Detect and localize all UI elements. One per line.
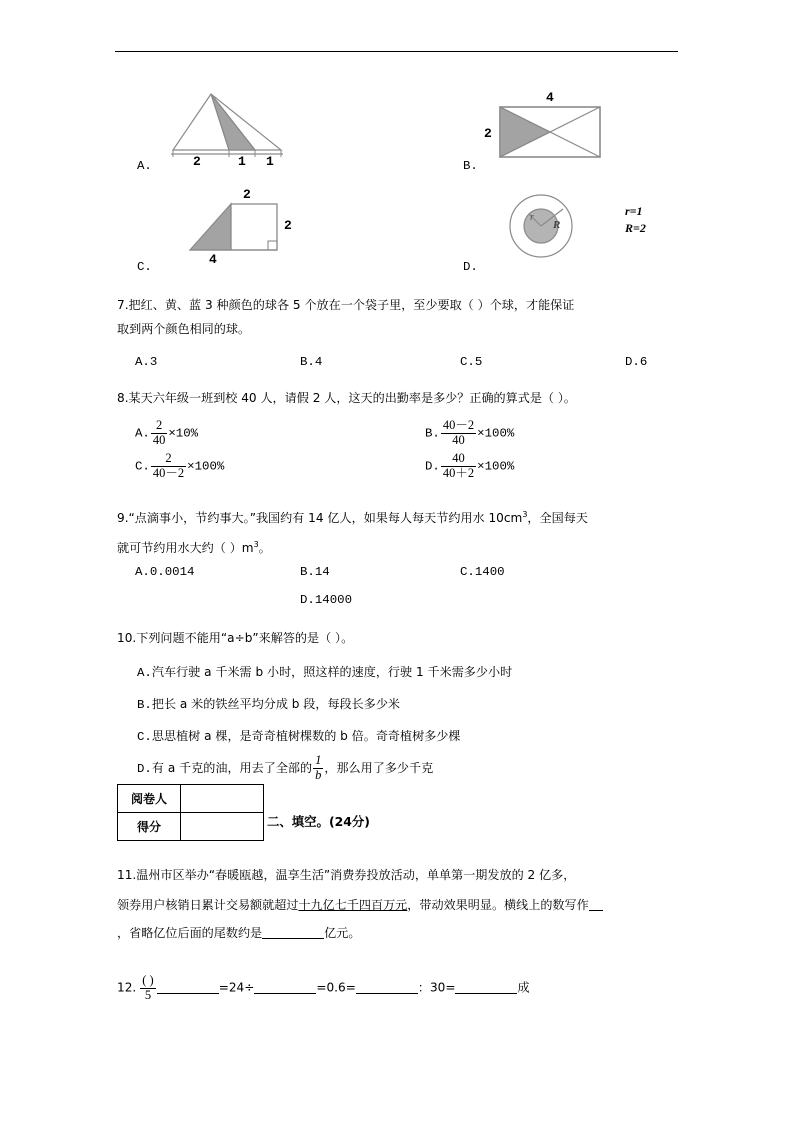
- fraction-numerator: ( ): [142, 973, 154, 987]
- option-tail: ×10%: [168, 426, 199, 441]
- svg-text:r: r: [530, 212, 534, 223]
- option-text: 3: [149, 355, 158, 369]
- fraction: [313, 754, 323, 782]
- figure-d-note-R: R=2: [625, 221, 646, 235]
- concentric-circles-svg: [505, 192, 635, 260]
- option-text: 1400: [474, 565, 505, 579]
- question-9-sup-1: 3: [522, 510, 528, 519]
- question-10-line-1: [117, 623, 353, 653]
- figure-a-base-label-2: 1: [238, 154, 246, 169]
- section-heading-fill-in-blanks: 二、填空。(24分): [267, 814, 370, 829]
- option-text-pre: 有 a 千克的油，用去了全部的: [151, 761, 313, 775]
- table-row: [118, 785, 264, 813]
- fraction-numerator: 2: [165, 451, 172, 465]
- score-table-score-value[interactable]: [181, 813, 264, 841]
- figure-option-b: [497, 104, 607, 162]
- question-11-line-2: [117, 890, 603, 920]
- question-10-option-c[interactable]: [137, 721, 461, 752]
- question-8-option-d[interactable]: [425, 452, 514, 480]
- figure-a-base-label-1: 2: [193, 154, 201, 169]
- question-11-line-1: [117, 860, 575, 890]
- figure-a-base-label-3: 1: [266, 154, 274, 169]
- answer-blank[interactable]: [262, 925, 324, 939]
- question-8-text-1: 某天六年级一班到校 40 人，请假 2 人，这天的出勤率是多少？正确的算式是（ ）。: [128, 391, 576, 405]
- option-text: 5: [474, 355, 483, 369]
- score-table-marker-value[interactable]: [181, 785, 264, 813]
- fraction-denominator: 5: [140, 988, 155, 1003]
- question-11-text-2a: 领券用户核销日累计交易额就超过: [117, 898, 299, 912]
- rectangle-bowtie-svg: [497, 104, 607, 162]
- question-7-option-a[interactable]: [135, 355, 157, 369]
- option-label: D.: [137, 762, 152, 776]
- question-12-seg-3: ：30=: [417, 980, 456, 995]
- question-12-seg-4: 成: [517, 980, 530, 995]
- option-label: A.: [135, 565, 150, 579]
- fraction-numerator: 1: [315, 753, 322, 768]
- question-10-option-a[interactable]: [137, 657, 512, 688]
- question-7-line-2: [117, 314, 250, 344]
- figure-d-note-r: r=1: [625, 204, 643, 218]
- question-11-text-2b: ，带动效果明显。横线上的数写作: [407, 898, 589, 912]
- question-9-number: 9.: [117, 511, 129, 526]
- question-7-text-2: 取到两个颜色相同的球。: [117, 322, 251, 336]
- option-label: C.: [460, 565, 475, 579]
- fraction: [441, 419, 476, 447]
- option-text: 6: [639, 355, 648, 369]
- option-text: 把长 a 米的铁丝平均分成 b 段，每段长多少米: [151, 697, 401, 711]
- question-10-text-1: 下列问题不能用“a÷b”来解答的是（ ）。: [136, 631, 354, 645]
- question-7-option-b[interactable]: [300, 355, 322, 369]
- option-text: 14000: [314, 593, 353, 607]
- option-label: C.: [137, 730, 152, 744]
- question-11-text-3b: 亿元。: [324, 926, 361, 940]
- fraction: [151, 419, 168, 447]
- question-9-text-1-tail: ，全国每天: [527, 511, 588, 526]
- question-8-option-c[interactable]: [135, 452, 224, 480]
- question-7-option-d[interactable]: [625, 355, 647, 369]
- question-11-line-3: [117, 918, 360, 948]
- fraction-denominator: 40－2: [152, 465, 185, 480]
- header-rule: [115, 51, 678, 52]
- fraction-denominator: b: [315, 767, 322, 782]
- question-9-text-1: “点滴事小，节约事大。”我国约有 14 亿人，如果每人每天节约用水 10cm: [128, 511, 523, 526]
- fraction-numerator: 40: [452, 451, 465, 465]
- fraction: [441, 452, 476, 480]
- question-10-number: 10.: [117, 631, 137, 645]
- question-12-number: 12.: [117, 980, 137, 995]
- question-9-option-b[interactable]: [300, 565, 330, 579]
- table-row: [118, 813, 264, 841]
- figure-c-right-label: 2: [284, 218, 292, 233]
- figure-c-top-label: 2: [243, 187, 251, 202]
- figure-c-bottom-label: 4: [209, 252, 217, 267]
- question-12-seg-1: =24÷: [218, 980, 255, 995]
- option-label: B.: [137, 698, 152, 712]
- question-9-option-d[interactable]: [300, 593, 352, 607]
- question-9-line-1: [117, 500, 588, 533]
- score-table-marker-label: 阅卷人: [118, 785, 181, 813]
- option-label: B.: [425, 426, 440, 441]
- question-11-underlined-number: 十九亿七千四百万元: [298, 898, 408, 912]
- question-9-sup-2: 3: [253, 540, 259, 549]
- option-text-post: ，那么用了多少千克: [324, 761, 434, 775]
- option-label: D.: [625, 355, 640, 369]
- option-tail: ×100%: [187, 459, 225, 474]
- option-text: 0.0014: [149, 565, 195, 579]
- question-12-seg-2: =0.6=: [316, 980, 356, 995]
- option-label: D.: [425, 459, 440, 474]
- question-7-number: 7.: [117, 298, 129, 312]
- question-9-line-2: [117, 530, 271, 563]
- fraction-numerator: 2: [156, 418, 163, 432]
- score-table: [117, 784, 264, 841]
- question-11-text-1: 温州市区举办“春暖瓯越，温享生活”消费券投放活动，单单第一期发放的 2 亿多，: [136, 868, 576, 882]
- option-text: 4: [314, 355, 323, 369]
- answer-blank[interactable]: [589, 897, 603, 911]
- fraction-denominator: 40: [441, 433, 476, 448]
- option-label: A.: [137, 666, 152, 680]
- figure-option-d-label[interactable]: D.: [463, 260, 478, 274]
- figure-b-height-label: 2: [484, 126, 492, 141]
- fraction-denominator: 40: [152, 432, 166, 447]
- question-8-line-1: [117, 383, 576, 413]
- question-9-option-c[interactable]: [460, 565, 505, 579]
- option-label: C.: [135, 459, 150, 474]
- question-10-option-b[interactable]: [137, 689, 400, 720]
- question-9-text-2-tail: 。: [258, 541, 271, 556]
- question-8-option-b[interactable]: [425, 419, 514, 447]
- question-9-text-2: 就可节约用水大约（ ）m: [117, 541, 254, 556]
- score-table-score-label: 得分: [118, 813, 181, 841]
- fraction-denominator: 40＋2: [442, 465, 475, 480]
- question-11-number: 11.: [117, 868, 137, 882]
- answer-blank[interactable]: [157, 980, 219, 994]
- answer-blank[interactable]: [254, 980, 316, 994]
- option-label: A.: [135, 426, 150, 441]
- question-8-number: 8.: [117, 391, 129, 405]
- question-8-option-a[interactable]: [135, 419, 198, 447]
- question-12-line: [117, 974, 530, 1002]
- option-label: D.: [300, 593, 315, 607]
- option-text: 思思植树 a 棵，是奇奇植树棵数的 b 倍。奇奇植树多少棵: [151, 729, 461, 743]
- question-10-option-d[interactable]: [137, 753, 433, 784]
- option-label: C.: [460, 355, 475, 369]
- answer-blank[interactable]: [356, 980, 418, 994]
- option-text: 汽车行驶 a 千米需 b 小时，照这样的速度，行驶 1 千米需多少小时: [151, 665, 513, 679]
- question-7-text-1: 把红、黄、蓝 3 种颜色的球各 5 个放在一个袋子里，至少要取（ ）个球，才能保证: [128, 298, 575, 312]
- question-7-option-c[interactable]: [460, 355, 482, 369]
- option-label: B.: [300, 355, 315, 369]
- figure-option-c-label[interactable]: C.: [137, 260, 152, 274]
- question-11-text-3a: ，省略亿位后面的尾数约是: [117, 926, 263, 940]
- figure-option-b-label[interactable]: B.: [463, 159, 478, 173]
- fraction-numerator: 40－2: [442, 418, 475, 432]
- svg-text:R: R: [553, 219, 561, 231]
- option-text: 14: [314, 565, 330, 579]
- question-9-option-a[interactable]: [135, 565, 195, 579]
- figure-b-width-label: 4: [546, 90, 554, 105]
- option-tail: ×100%: [477, 459, 515, 474]
- option-label: A.: [135, 355, 150, 369]
- figure-option-d: [505, 192, 635, 260]
- fraction: [151, 452, 186, 480]
- fraction: [140, 974, 155, 1002]
- answer-blank[interactable]: [455, 980, 517, 994]
- option-label: B.: [300, 565, 315, 579]
- figure-option-a-label[interactable]: A.: [137, 159, 152, 173]
- option-tail: ×100%: [477, 426, 515, 441]
